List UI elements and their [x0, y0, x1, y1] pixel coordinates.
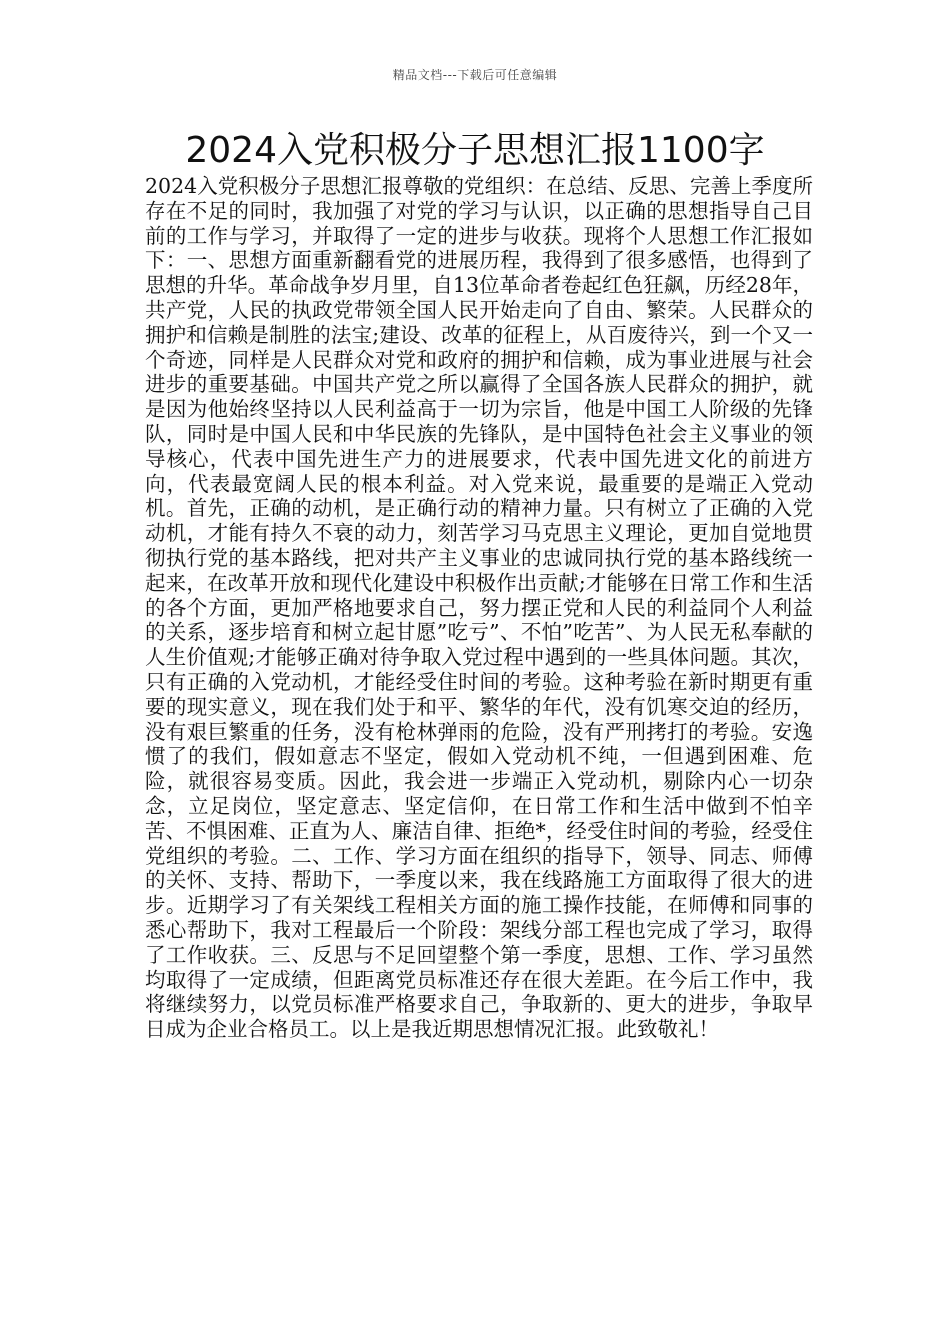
document-body-text: 2024入党积极分子思想汇报尊敬的党组织：在总结、反思、完善上季度所存在不足的同时，我加强了对党的学习与认识，以正确的思想指导自己目前的工作与学习，并取得了一定的进步与收获。现将个人思想工作汇报如下：一、思想方面重新翻看党的进展历程，我得到了很多感悟，也得到了思想的升华。革命战争岁月里，自13位革命者卷起红色狂飙，历经28年，共产党，人民的执政党带领全国人民开始走向了自由、繁荣。人民群众的拥护和信赖是制胜的法宝;建设、改革的征程上，从百废待兴，到一个又一个奇迹，同样是人民群众对党和政府的拥护和信赖，成为事业进展与社会进步的重要基础。中国共产党之所以赢得了全国各族人民群众的拥护，就是因为他始终坚持以人民利益高于一切为宗旨，他是中国工人阶级的先锋队，同时是中国人民和中华民族的先锋队，是中国特色社会主义事业的领导核心，代表中国先进生产力的进展要求，代表中国先进文化的前进方向，代表最宽阔人民的根本利益。对入党来说，最重要的是端正入党动机。首先，正确的动机，是正确行动的精神力量。只有树立了正确的入党动机，才能有持久不衰的动力，刻苦学习马克思主义理论，更加自觉地贯彻执行党的基本路线，把对共产主义事业的忠诚同执行党的基本路线统一起来，在改革开放和现代化建设中积极作出贡献;才能够在日常工作和生活的各个方面，更加严格地要求自己，努力摆正党和人民的利益同个人利益的关系，逐步培育和树立起甘愿”吃亏”、不怕”吃苦”、为人民无私奉献的人生价值观;才能够正确对待争取入党过程中遇到的一些具体问题。其次，只有正确的入党动机，才能经受住时间的考验。这种考验在新时期更有重要的现实意义，现在我们处于和平、繁华的年代，没有饥寒交迫的经历，没有艰巨繁重的任务，没有枪林弹雨的危险，没有严刑拷打的考验。安逸惯了的我们，假如意志不坚定，假如入党动机不纯，一但遇到困难、危险，就很容易变质。因此，我会进一步端正入党动机，剔除内心一切杂念，立足岗位，坚定意志、坚定信仰，在日常工作和生活中做到不怕辛苦、不惧困难、正直为人、廉洁自律、拒绝*，经受住时间的考验，经受住党组织的考验。二、工作、学习方面在组织的指导下，领导、同志、师傅的关怀、支持、帮助下，一季度以来，我在线路施工方面取得了很大的进步。近期学习了有关架线工程相关方面的施工操作技能，在师傅和同事的悉心帮助下，我对工程最后一个阶段：架线分部工程也完成了学习，取得了工作收获。三、反思与不足回望整个第一季度，思想、工作、学习虽然均取得了一定成绩，但距离党员标准还存在很大差距。在今后工作中，我将继续努力，以党员标准严格要求自己，争取新的、更大的进步，争取早日成为企业合格员工。以上是我近期思想情况汇报。此致敬礼！ [145, 174, 813, 1042]
page-header-note: 精品文档---下载后可任意编辑 [392, 68, 558, 82]
document-title: 2024入党积极分子思想汇报1100字 [185, 130, 765, 171]
